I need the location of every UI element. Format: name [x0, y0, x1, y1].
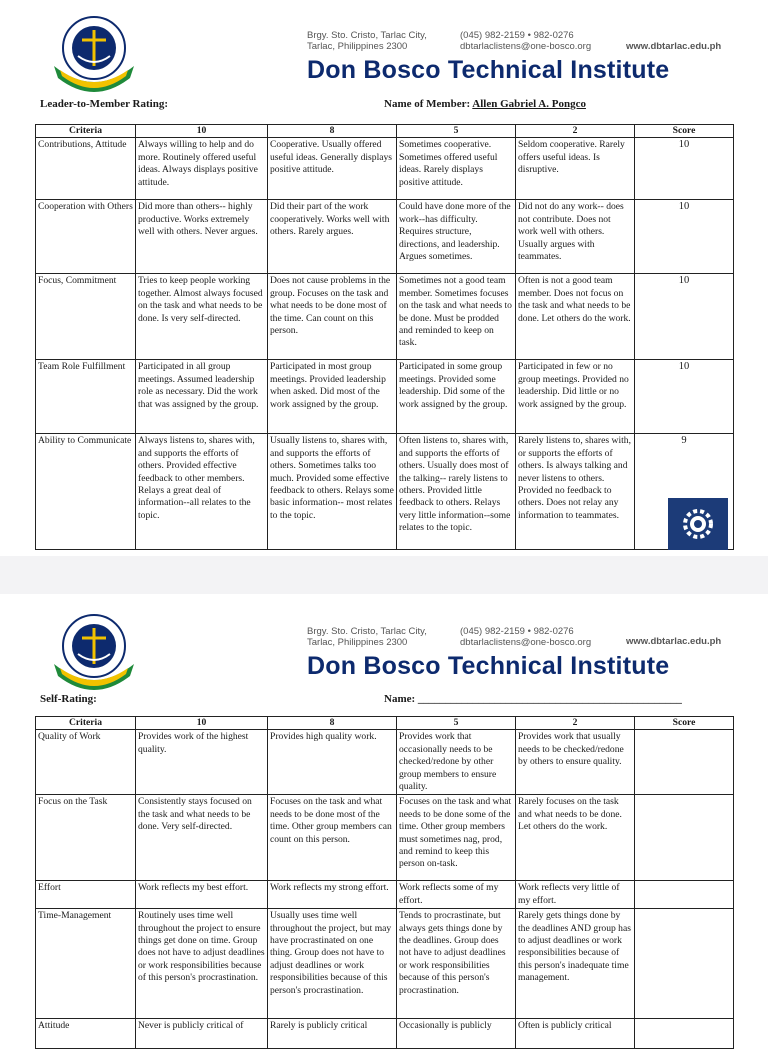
- descriptor-cell: Did more than others-- highly productive. Works extremely well with others. Never argues.: [136, 200, 268, 274]
- descriptor-cell: Participated in some group meetings. Provided some leadership. Did some of the work assigned by the group.: [397, 360, 516, 434]
- descriptor-cell: Occasionally is publicly: [397, 1019, 516, 1049]
- contact-info: [460, 30, 591, 52]
- descriptor-cell: Participated in all group meetings. Assumed leadership role as necessary. Did the work that was assigned by the group.: [136, 360, 268, 434]
- criteria-cell: Cooperation with Others: [36, 200, 136, 274]
- descriptor-cell: Provides work of the highest quality.: [136, 730, 268, 795]
- column-header: 2: [516, 125, 635, 138]
- column-header: Score: [635, 717, 734, 730]
- score-cell: [635, 1019, 734, 1049]
- address-line-1: Brgy. Sto. Cristo, Tarlac City,: [307, 30, 427, 41]
- column-header: 5: [397, 717, 516, 730]
- page-2: [0, 594, 768, 1032]
- column-header: Score: [635, 125, 734, 138]
- descriptor-cell: Focuses on the task and what needs to be done some of the time. Other group members must sometimes nag, prod, and remind to keep this person on-task.: [397, 795, 516, 881]
- table-header-row: [36, 717, 734, 730]
- table-row: [36, 200, 734, 274]
- column-header: 8: [268, 125, 397, 138]
- column-header: Criteria: [36, 125, 136, 138]
- descriptor-cell: Rarely listens to, shares with, or supports the efforts of others. Is always talking and never listens to others. Provided no feedback to others. Does not relay any information to teammates.: [516, 434, 635, 550]
- address-line-1: Brgy. Sto. Cristo, Tarlac City,: [307, 626, 427, 637]
- gear-icon: [668, 498, 728, 550]
- column-header: 2: [516, 717, 635, 730]
- score-cell: [635, 730, 734, 795]
- table-row: [36, 434, 734, 550]
- column-header: 5: [397, 125, 516, 138]
- self-rubric-table: [35, 716, 734, 1049]
- phone: (045) 982-2159 • 982-0276: [460, 30, 574, 41]
- descriptor-cell: Often listens to, shares with, and supports the efforts of others. Usually does most of the talking-- rarely listens to others. Provided little feedback to others. Relays very little information--some relates to the topic.: [397, 434, 516, 550]
- member-name-line: [384, 693, 682, 705]
- descriptor-cell: Routinely uses time well throughout the project to ensure things get done on time. Group does not have to adjust deadlines or work responsibilities because of this person's procrastination.: [136, 909, 268, 1019]
- descriptor-cell: Did not do any work-- does not contribute. Does not work well with others. Usually argues with teammates.: [516, 200, 635, 274]
- leader-rubric-table: [35, 124, 734, 550]
- descriptor-cell: Seldom cooperative. Rarely offers useful ideas. Is disruptive.: [516, 138, 635, 200]
- descriptor-cell: Provides high quality work.: [268, 730, 397, 795]
- address: [307, 626, 427, 648]
- descriptor-cell: Often is not a good team member. Does not focus on the task and what needs to be done. Let others do the work.: [516, 274, 635, 360]
- table-row: [36, 730, 734, 795]
- descriptor-cell: Rarely is publicly critical: [268, 1019, 397, 1049]
- descriptor-cell: Does not cause problems in the group. Focuses on the task and what needs to be done most of the time. Can count on this person.: [268, 274, 397, 360]
- phone: (045) 982-2159 • 982-0276: [460, 626, 574, 637]
- criteria-cell: Effort: [36, 881, 136, 909]
- table-header-row: [36, 125, 734, 138]
- table-row: [36, 795, 734, 881]
- contact-info: [460, 626, 591, 648]
- table-row: [36, 360, 734, 434]
- descriptor-cell: Work reflects my best effort.: [136, 881, 268, 909]
- score-cell: 10: [635, 138, 734, 200]
- table-row: [36, 138, 734, 200]
- gear-emblem: [668, 498, 728, 550]
- address: [307, 30, 427, 52]
- school-logo: [40, 6, 148, 94]
- descriptor-cell: Always willing to help and do more. Routinely offered useful ideas. Always displays positive attitude.: [136, 138, 268, 200]
- descriptor-cell: Rarely gets things done by the deadlines AND group has to adjust deadlines or work responsibilities because of this person's inadequate time management.: [516, 909, 635, 1019]
- descriptor-cell: Work reflects some of my effort.: [397, 881, 516, 909]
- email: dbtarlaclistens@one-bosco.org: [460, 41, 592, 52]
- column-header: 10: [136, 125, 268, 138]
- member-label: Name:: [384, 693, 416, 705]
- criteria-cell: Ability to Communicate: [36, 434, 136, 550]
- website: www.dbtarlac.edu.ph: [626, 636, 722, 647]
- descriptor-cell: Provides work that usually needs to be checked/redone by others to ensure quality.: [516, 730, 635, 795]
- criteria-cell: Focus, Commitment: [36, 274, 136, 360]
- criteria-cell: Focus on the Task: [36, 795, 136, 881]
- criteria-cell: Time-Management: [36, 909, 136, 1019]
- descriptor-cell: Could have done more of the work--has difficulty. Requires structure, directions, and leadership. Argues sometimes.: [397, 200, 516, 274]
- table-row: [36, 881, 734, 909]
- rating-type-label: Leader-to-Member Rating:: [40, 98, 168, 110]
- descriptor-cell: Always listens to, shares with, and supports the efforts of others. Provided effective feedback to other members. Relays a great deal of information--all relates to the topic.: [136, 434, 268, 550]
- descriptor-cell: Usually uses time well throughout the project, but may have procrastinated on one thing. Group does not have to adjust deadlines or work responsibilities because of this person's procrastination.: [268, 909, 397, 1019]
- score-cell: 10: [635, 274, 734, 360]
- descriptor-cell: Usually listens to, shares with, and supports the efforts of others. Sometimes talks too much. Provided some effective feedback to others. Relays some basic information-- most relates to the topic.: [268, 434, 397, 550]
- score-cell: 10: [635, 200, 734, 274]
- table-row: [36, 1019, 734, 1049]
- member-name: Allen Gabriel A. Pongco: [472, 98, 586, 110]
- descriptor-cell: Sometimes cooperative. Sometimes offered useful ideas. Rarely displays positive attitude.: [397, 138, 516, 200]
- score-cell: [635, 795, 734, 881]
- descriptor-cell: Did their part of the work cooperatively. Works well with others. Rarely argues.: [268, 200, 397, 274]
- page-gap: [0, 556, 768, 594]
- descriptor-cell: Participated in few or no group meetings. Provided no leadership. Did little or no work assigned by the group.: [516, 360, 635, 434]
- score-cell: 9: [635, 434, 734, 550]
- institute-title: Don Bosco Technical Institute: [307, 56, 670, 84]
- descriptor-cell: Rarely focuses on the task and what needs to be done. Let others do the work.: [516, 795, 635, 881]
- institute-title: Don Bosco Technical Institute: [307, 652, 670, 680]
- descriptor-cell: Consistently stays focused on the task and what needs to be done. Very self-directed.: [136, 795, 268, 881]
- criteria-cell: Contributions, Attitude: [36, 138, 136, 200]
- email: dbtarlaclistens@one-bosco.org: [460, 637, 592, 648]
- column-header: Criteria: [36, 717, 136, 730]
- table-row: [36, 274, 734, 360]
- school-logo: [40, 604, 148, 692]
- address-line-2: Tarlac, Philippines 2300: [307, 41, 408, 52]
- member-name-blank: ________________________________________________: [417, 693, 682, 705]
- descriptor-cell: Participated in most group meetings. Provided leadership when asked. Did most of the work assigned by the group.: [268, 360, 397, 434]
- score-cell: [635, 909, 734, 1019]
- descriptor-cell: Cooperative. Usually offered useful ideas. Generally displays positive attitude.: [268, 138, 397, 200]
- criteria-cell: Team Role Fulfillment: [36, 360, 136, 434]
- descriptor-cell: Tends to procrastinate, but always gets things done by the deadlines. Group does not have to adjust deadlines or work responsibilities because of this person's procrastination.: [397, 909, 516, 1019]
- descriptor-cell: Work reflects my strong effort.: [268, 881, 397, 909]
- criteria-cell: Quality of Work: [36, 730, 136, 795]
- descriptor-cell: Often is publicly critical: [516, 1019, 635, 1049]
- criteria-cell: Attitude: [36, 1019, 136, 1049]
- score-cell: [635, 881, 734, 909]
- descriptor-cell: Focuses on the task and what needs to be done most of the time. Other group members can count on this person.: [268, 795, 397, 881]
- descriptor-cell: Tries to keep people working together. Almost always focused on the task and what needs to be done. Is very self-directed.: [136, 274, 268, 360]
- address-line-2: Tarlac, Philippines 2300: [307, 637, 408, 648]
- descriptor-cell: Work reflects very little of my effort.: [516, 881, 635, 909]
- descriptor-cell: Sometimes not a good team member. Sometimes focuses on the task and what needs to be done. Must be prodded and reminded to keep on task.: [397, 274, 516, 360]
- rating-type-label: Self-Rating:: [40, 693, 97, 705]
- table-row: [36, 909, 734, 1019]
- score-cell: 10: [635, 360, 734, 434]
- descriptor-cell: Provides work that occasionally needs to be checked/redone by other group members to ensure quality.: [397, 730, 516, 795]
- member-name-line: [384, 98, 586, 110]
- descriptor-cell: Never is publicly critical of: [136, 1019, 268, 1049]
- column-header: 8: [268, 717, 397, 730]
- website: www.dbtarlac.edu.ph: [626, 41, 722, 52]
- member-label: Name of Member:: [384, 98, 471, 110]
- column-header: 10: [136, 717, 268, 730]
